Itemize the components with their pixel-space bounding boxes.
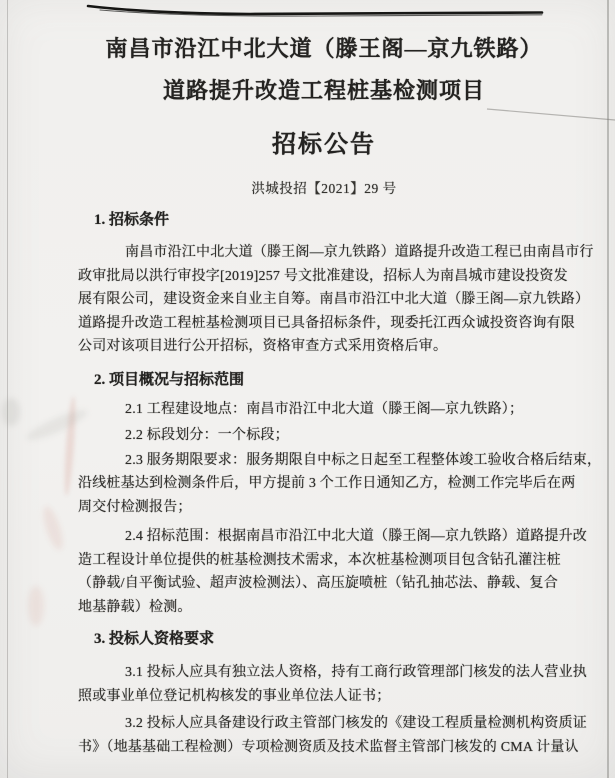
paragraph-line: 地基静载）检测。: [78, 599, 192, 615]
paragraph-3-1: [78, 661, 587, 708]
paragraph-2-3: [78, 449, 602, 520]
paragraph-2-1: [78, 398, 570, 422]
paragraph-line: 南昌市沿江中北大道（滕王阁—京九铁路）道路提升改造工程已由南昌市行: [125, 245, 594, 260]
paragraph-line: 2.4 招标范围：根据南昌市沿江中北大道（滕王阁—京九铁路）道路提升改: [125, 529, 587, 544]
paragraph-1-1: [78, 241, 594, 359]
paragraph-line: 公司对该项目进行公开招标，资格审查方式采用资格后审。: [78, 339, 448, 354]
paragraph-line: 周交付检测报告；: [78, 499, 192, 515]
paragraph-line: 政审批局以洪行审投字[2019]257 号文批准建设，招标人为南昌城市建设投资发: [78, 268, 568, 284]
paragraph-line: 2.1 工程建设地点：南昌市沿江中北大道（滕王阁—京九铁路）；: [125, 401, 524, 417]
paragraph-line: 2.2 标段划分：一个标段；: [125, 428, 289, 443]
paragraph-line: 书》（地基基础工程检测）专项检测资质及技术监督主管部门核发的 CMA 计量认: [78, 739, 579, 755]
paragraph-line: 照或事业单位登记机构核发的事业单位法人证书；: [78, 688, 391, 704]
paragraph-line: 造工程设计单位提供的桩基检测技术需求，本次桩基检测项目包含钻孔灌注桩: [78, 552, 561, 568]
paragraph-line: 道路提升改造工程桩基检测项目已具备招标条件，现委托江西众诚投资咨询有限: [78, 315, 575, 331]
paragraph-line: 3.2 投标人应具备建设行政主管部门核发的《建设工程质量检测机构资质证: [125, 716, 587, 731]
document-number: 洪城投招【2021】29 号: [251, 181, 397, 196]
paragraph-line: 3.1 投标人应具有独立法人资格，持有工商行政管理部门核发的法人营业执: [125, 665, 587, 680]
document-title-line-2: 道路提升改造工程桩基检测项目: [162, 78, 485, 103]
paragraph-line: （静载/自平衡试验、超声波检测法）、高压旋喷桩（钻孔抽芯法、静载、复合: [78, 576, 558, 591]
announcement-heading: 招标公告: [272, 132, 376, 158]
section-heading-1: 1. 招标条件: [94, 212, 170, 228]
paragraph-line: 2.3 服务期限要求：服务期限自中标之日起至工程整体竣工验收合格后结束，: [125, 452, 602, 468]
paragraph-2-4: [78, 525, 587, 619]
paragraph-2-2: [78, 424, 570, 448]
paragraph-line: 沿线桩基达到检测条件后，甲方提前 3 个工作日通知乙方，检测工作完毕后在两: [78, 476, 576, 491]
paragraph-3-2: [78, 712, 587, 759]
paragraph-line: 展有限公司，建设资金来自业主自筹。南昌市沿江中北大道（滕王阁—京九铁路）: [78, 292, 590, 307]
document-title-line-1: 南昌市沿江中北大道（滕王阁—京九铁路）: [105, 36, 543, 61]
section-heading-2: 2. 项目概况与招标范围: [94, 371, 245, 388]
section-heading-3: 3. 投标人资格要求: [94, 631, 215, 647]
